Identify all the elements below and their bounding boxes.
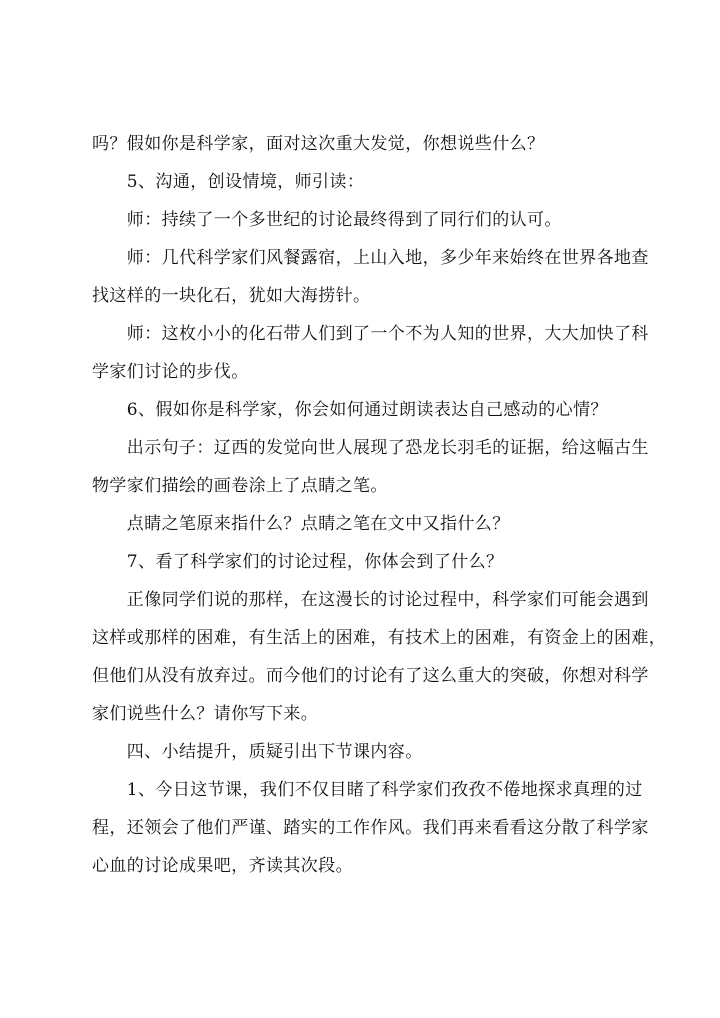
text-line: 师：这枚小小的化石带人们到了一个不为人知的世界，大大加快了科 — [92, 324, 649, 344]
text-line: 吗？假如你是科学家，面对这次重大发觉，你想说些什么？ — [92, 134, 545, 154]
text-line: 出示句子：辽西的发觉向世人展现了恐龙长羽毛的证据，给这幅古生 — [92, 438, 649, 458]
text-line: 学家们讨论的步伐。 — [92, 362, 249, 382]
paragraph-1 — [92, 125, 640, 163]
paragraph-10 — [92, 581, 667, 733]
text-line: 找这样的一块化石，犹如大海捞针。 — [92, 286, 371, 306]
text-line: 物学家们描绘的画卷涂上了点睛之笔。 — [92, 476, 388, 496]
text-line: 程，还领会了他们严谨、踏实的工作作风。我们再来看看这分散了科学家 — [92, 818, 649, 838]
paragraph-9 — [92, 543, 640, 581]
text-line: 7、看了科学家们的讨论过程，你体会到了什么？ — [92, 552, 504, 572]
paragraph-8 — [92, 505, 640, 543]
text-line: 家们说些什么？请你写下来。 — [92, 704, 319, 724]
paragraph-2 — [92, 163, 640, 201]
paragraph-6 — [92, 391, 640, 429]
text-line: 6、假如你是科学家，你会如何通过朗读表达自己感动的心情？ — [92, 400, 608, 420]
text-line: 师：几代科学家们风餐露宿，上山入地，多少年来始终在世界各地查 — [92, 248, 649, 268]
text-line: 这样或那样的困难，有生活上的困难，有技术上的困难，有资金上的困难， — [92, 628, 667, 648]
paragraph-12 — [92, 771, 649, 885]
text-line: 四、小结提升，质疑引出下节课内容。 — [92, 742, 423, 762]
text-line: 点睛之笔原来指什么？点睛之笔在文中又指什么？ — [92, 514, 510, 534]
paragraph-4 — [92, 239, 649, 315]
text-line: 1、今日这节课，我们不仅目睹了科学家们孜孜不倦地探求真理的过 — [92, 780, 643, 800]
text-line: 但他们从没有放弃过。而今他们的讨论有了这么重大的突破，你想对科学 — [92, 666, 649, 686]
paragraph-3 — [92, 201, 640, 239]
paragraph-7 — [92, 429, 649, 505]
text-line: 正像同学们说的那样，在这漫长的讨论过程中，科学家们可能会遇到 — [92, 590, 649, 610]
text-line: 心血的讨论成果吧，齐读其次段。 — [92, 856, 353, 876]
paragraph-5 — [92, 315, 649, 391]
paragraph-11 — [92, 733, 640, 771]
text-line: 师：持续了一个多世纪的讨论最终得到了同行们的认可。 — [92, 210, 562, 230]
text-line: 5、沟通，创设情境，师引读： — [92, 172, 365, 192]
